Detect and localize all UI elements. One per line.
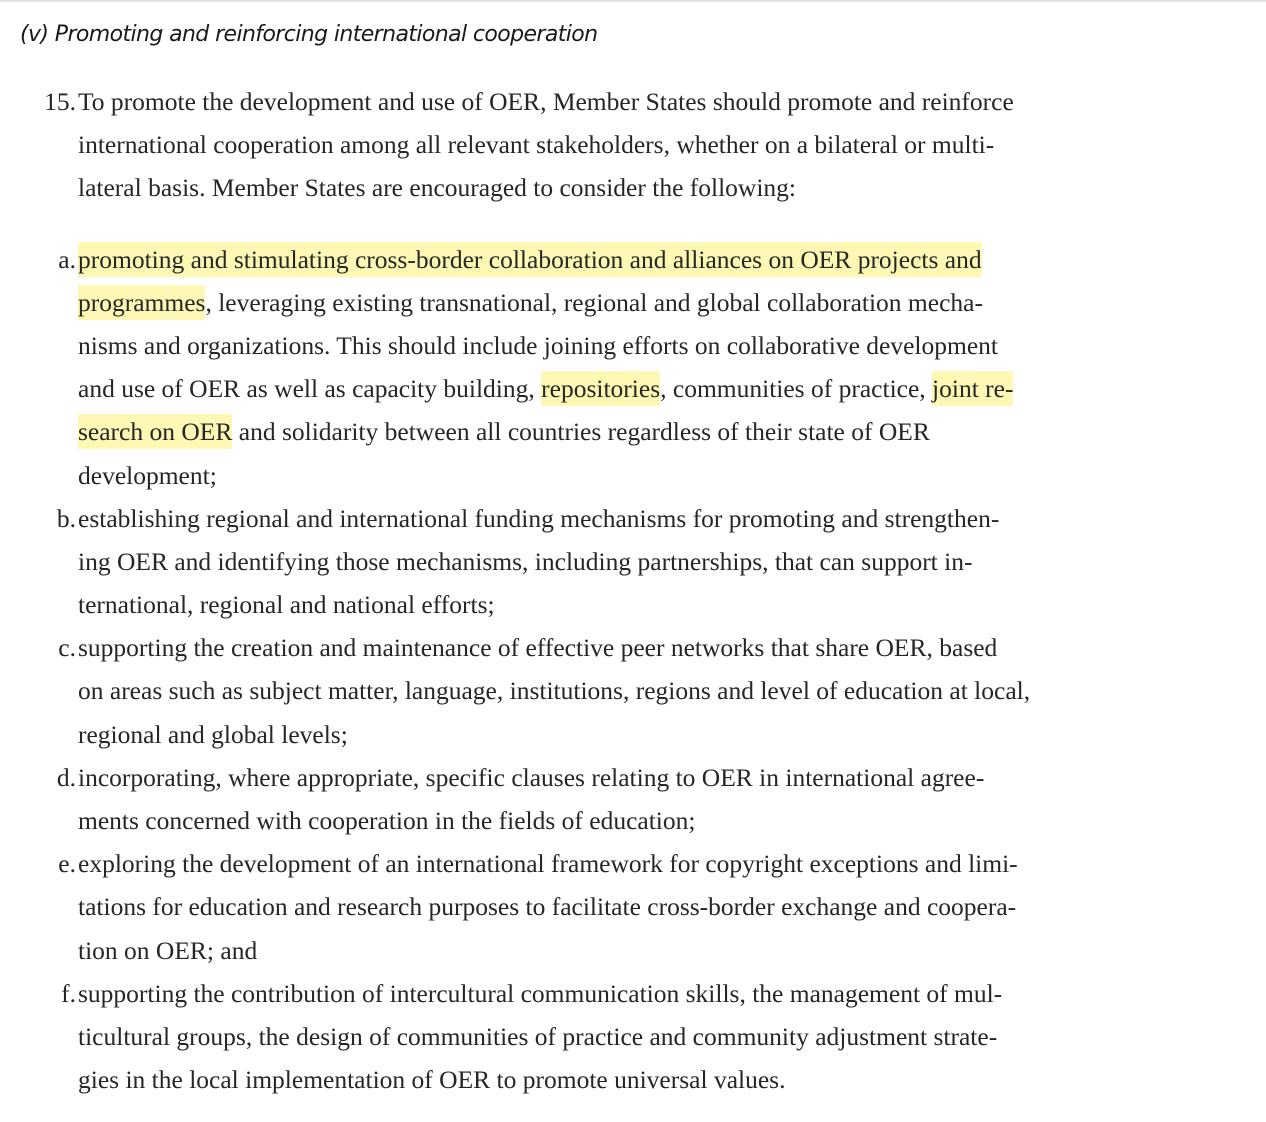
list-item-line [0,583,1266,626]
item-text: incorporating, where appropriate, specific clauses relating to OER in international agree- [78,762,985,792]
item-text: supporting the contribution of intercultural communication skills, the management of mul- [78,978,1003,1008]
paragraph-text: international cooperation among all relevant stakeholders, whether on a bilateral or multi- [78,130,995,160]
highlighted-text: promoting and stimulating cross-border collaboration and alliances on OER projects and [78,244,982,274]
list-item-line [0,454,1266,497]
highlighted-text: joint re- [932,374,1014,404]
item-text: regional and global levels; [78,719,348,749]
list-item-c [0,626,1266,669]
list-item-line [0,367,1266,410]
list-item-line [0,540,1266,583]
paragraph-number: 15. [44,87,76,116]
highlighted-text: repositories [541,374,661,404]
item-text: on areas such as subject matter, language, institutions, regions and level of education at local, [78,676,1031,706]
list-item-d [0,756,1266,799]
item-text: establishing regional and international funding mechanisms for promoting and strengthen- [78,503,1000,533]
list-item-e [0,842,1266,885]
paragraph-line [0,123,1266,166]
item-text: nisms and organizations. This should include joining efforts on collaborative development [78,330,998,360]
list-item-line [0,324,1266,367]
item-text: ticultural groups, the design of communities of practice and community adjustment strate- [78,1021,998,1051]
list-marker: d. [56,762,76,792]
list-marker: e. [58,849,76,879]
top-divider [0,0,1266,2]
list-marker: a. [58,244,76,274]
item-text: , leveraging existing transnational, regional and global collaboration mecha- [205,287,983,317]
list-item-line [0,410,1266,453]
item-text: , communities of practice, [660,374,933,404]
list-item-line [0,885,1266,928]
item-text: development; [78,460,217,490]
list-item-b [0,497,1266,540]
list-item-line [0,281,1266,324]
list-item-line [0,1015,1266,1058]
paragraph-line [0,80,1266,123]
item-text: and solidarity between all countries regardless of their state of OER [232,417,930,447]
item-text: supporting the creation and maintenance of effective peer networks that share OER, based [78,633,998,663]
paragraph-text: To promote the development and use of OER, Member States should promote and reinforce [78,87,1014,116]
item-text: tations for education and research purposes to facilitate cross-border exchange and coopera- [78,892,1017,922]
list-item-a [0,238,1266,281]
item-text: exploring the development of an international framework for copyright exceptions and limi- [78,849,1018,879]
paragraph-line [0,166,1266,209]
paragraph-text: lateral basis. Member States are encouraged to consider the following: [78,173,797,203]
list-item-line [0,713,1266,756]
highlighted-text: search on OER [78,417,233,447]
list-item-line [0,1058,1266,1101]
list-item-line [0,799,1266,842]
item-text: gies in the local implementation of OER to promote universal values. [78,1065,786,1095]
list-marker: f. [61,978,76,1008]
list-marker: c. [58,633,76,663]
item-text: ternational, regional and national efforts; [78,590,495,620]
item-text: and use of OER as well as capacity building, [78,374,542,404]
highlighted-text: programmes [78,287,206,317]
list-item-line [0,929,1266,972]
list-item-f [0,972,1266,1015]
list-marker: b. [56,503,76,533]
item-text: ments concerned with cooperation in the fields of education; [78,806,696,835]
section-heading: (v) Promoting and reinforcing international cooperation [20,22,598,47]
list-item-line [0,669,1266,712]
item-text: tion on OER; and [78,935,258,965]
item-text: ing OER and identifying those mechanisms, including partnerships, that can support in- [78,546,973,576]
paragraph-15 [0,80,1266,1101]
